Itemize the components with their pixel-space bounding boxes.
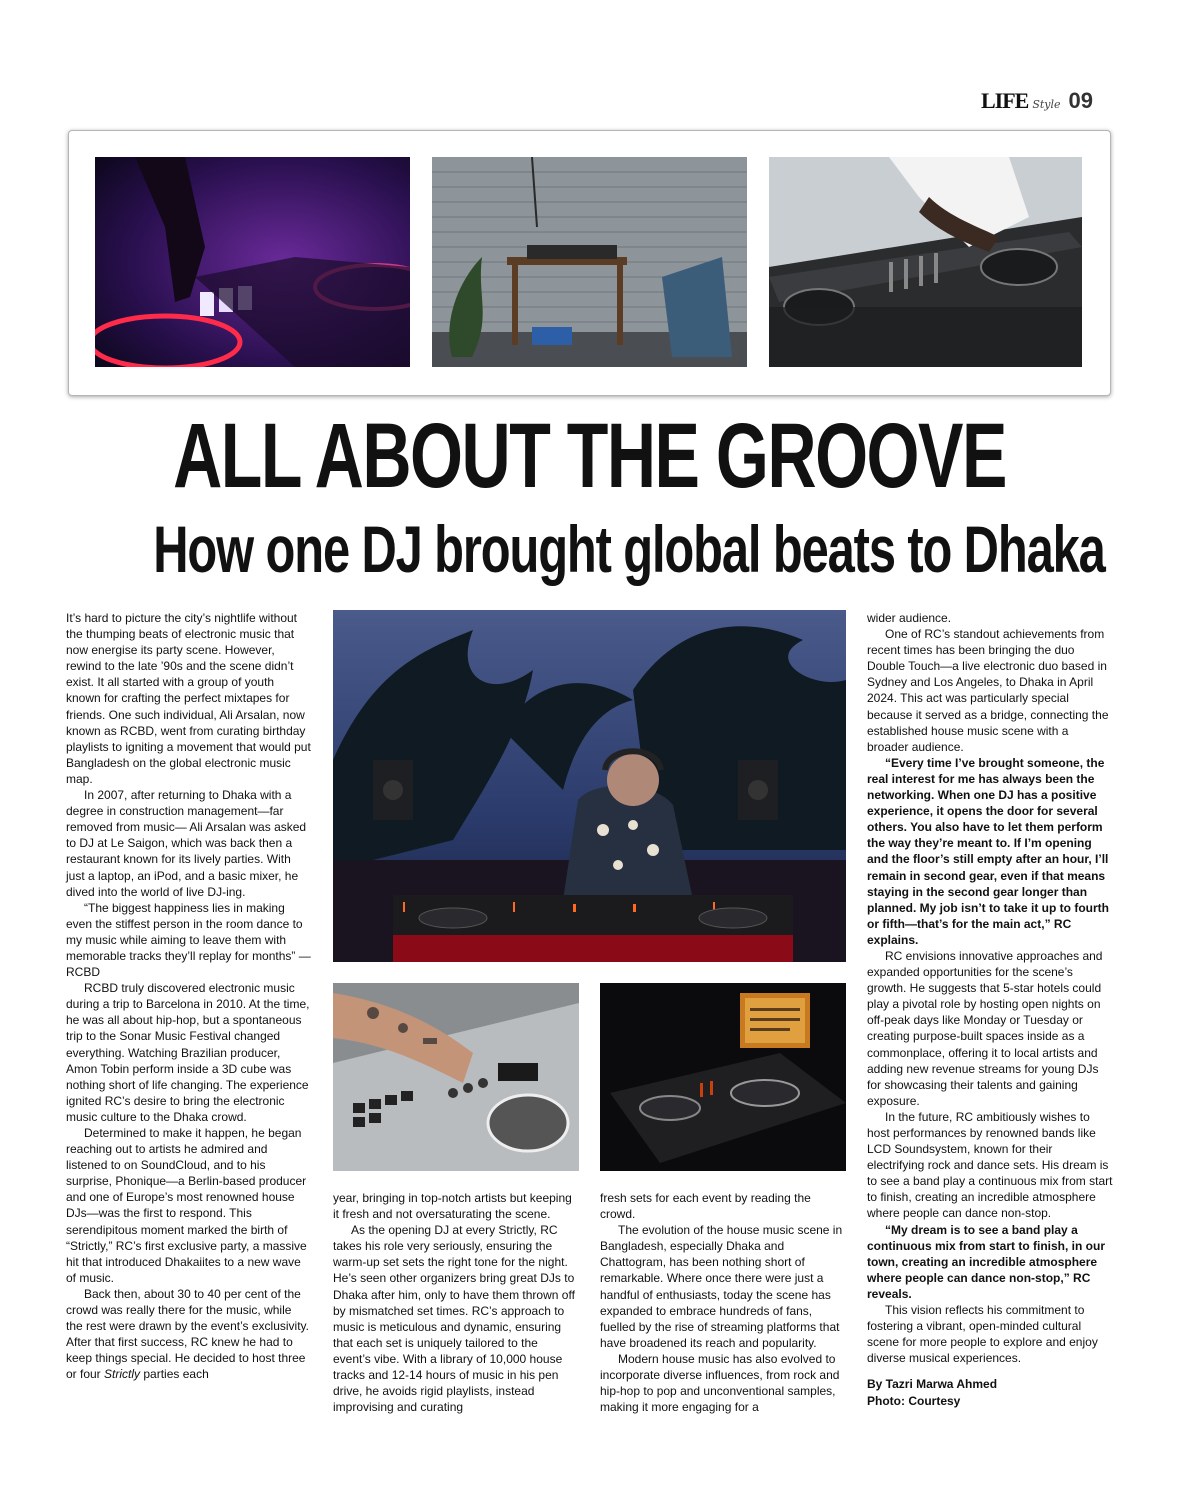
page-number: 09 (1068, 88, 1093, 113)
paragraph: In 2007, after returning to Dhaka with a degree in construction management—far removed from music— Ali Arsalan was asked to DJ at Le Saigon, which was back then a restaurant known for its lively parties. With just a laptop, an iPod, and a basic mixer, he dived into the world of live DJ-ing. (66, 788, 307, 899)
masthead-life: LIFE (980, 88, 1029, 113)
paragraph: This vision reflects his commitment to fostering a vibrant, open-minded cultural scene for more people to explore and enjoy diverse musical experiences. (867, 1303, 1098, 1366)
photo-dj-booth-brick (432, 157, 747, 367)
photo-rcbd-performing (333, 610, 846, 962)
paragraph: It’s hard to picture the city’s nightlife without the thumping beats of electronic music that now energise its party scene. However, rewind to the late ’90s and the scene didn’t exist. It all started with a group of youth known for crafting the perfect mixtapes for friends. One such individual, Ali Arsalan, now known as RCBD, went from curating birthday playlists to igniting a movement that would put Bangladesh on the global electronic music map. (66, 611, 311, 786)
paragraph: RCBD truly discovered electronic music during a trip to Barcelona in 2010. At the time, he was all about hip-hop, but a spontaneous trip to the Sonar Music Festival changed everything. Watching Brazilian producer, Amon Tobin perform inside a 3D cube was nothing short of life changing. The experience ignited RC’s desire to bring the electronic music culture to the Dhaka crowd. (66, 981, 310, 1124)
masthead (981, 86, 1093, 116)
subheadline: How one DJ brought global beats to Dhaka (153, 512, 1105, 586)
quote-bold (867, 1222, 1113, 1302)
author: By Tazri Marwa Ahmed (867, 1377, 998, 1392)
quote-text: “Every time I’ve brought someone, the real interest for me has always been the networking. When one DJ has a positive experience, it opens the door for several others. You also have to let them perform the way they’re meant to. If I’m opening and the floor’s still empty after an hour, I’ll remain in second gear, even if that means staying in the second gear longer than planned. My job isn’t to take it up to fourth or fifth—that’s for the main act,” RC explains. (867, 755, 1109, 947)
paragraph: Determined to make it happen, he began reaching out to artists he admired and listened to on SoundCloud, and to his surprise, Phonique—a Berlin-based producer and one of Europe’s most renowned house DJs—was the first to respond. This serendipitous moment marked the birth of “Strictly,” RC’s first exclusive party, a massive hit that introduced Dhakaiites to a new wave of music. (66, 1126, 307, 1285)
paragraph-text: Back then, about 30 to 40 per cent of the crowd was really there for the music, while the rest were drawn by the event’s exclusivity. After that first success, RC knew he had to keep things special. He decided to host three or four (66, 1286, 309, 1382)
article-column-3 (600, 1190, 845, 1415)
headline: ALL ABOUT THE GROOVE (173, 405, 1006, 507)
paragraph: fresh sets for each event by reading the crowd. (600, 1191, 811, 1222)
paragraph: RC envisions innovative approaches and expanded opportunities for the scene’s growth. He suggests that 5-star hotels could play a pivotal role by hosting open nights on off-peak days like Monday or Tuesday or creating purpose-built spaces inside as a commonplace, offering it to local artists and adding new revenue streams for young DJs for showcasing their talents and gaining exposure. (867, 948, 1103, 1108)
paragraph: Modern house music has also evolved to incorporate diverse influences, from rock and hip-hop to pop and unconventional samples, making it more engaging for a (600, 1351, 840, 1415)
event-name: Strictly (104, 1367, 141, 1382)
paragraph: In the future, RC ambitiously wishes to host performances by renowned bands like LCD Soundsystem, known for their electrifying rock and dance sets. His dream is to see a band play a continuous mix from start to finish, creating an incredible atmosphere where people can dance non-stop. (867, 1109, 1113, 1221)
paragraph: wider audience. (867, 611, 952, 625)
photo-tattooed-hand-controller (333, 983, 579, 1171)
photo-dj-hand-purple (95, 157, 410, 367)
byline (867, 1376, 1113, 1408)
paragraph: One of RC’s standout achievements from recent times has been bringing the duo Double Touch—a live electronic duo based in Sydney and Los Angeles, to Dhaka in April 2024. This act was particularly special because it served as a bridge, connecting the established house music scene with a broader audience. (867, 627, 1109, 754)
quote-bold (867, 755, 1113, 948)
article-column-1 (66, 610, 311, 1383)
article-column-2 (333, 1190, 578, 1415)
pull-quote: “The biggest happiness lies in making even the stiffest person in the room dance to my music while aiming to leave them with memorable tracks they’ll replay for months” — RCBD (66, 900, 311, 980)
paragraph: The evolution of the house music scene in Bangladesh, especially Dhaka and Chattogram, has been nothing short of remarkable. Where once there were just a handful of enthusiasts, today the scene has expanded to embrace hundreds of fans, fuelled by the rise of streaming platforms that have broadened its reach and popularity. (600, 1223, 843, 1350)
paragraph: year, bringing in top-notch artists but keeping it fresh and not oversaturating the scene. (333, 1191, 572, 1222)
photo-credit: Photo: Courtesy (867, 1393, 961, 1408)
quote-text: “My dream is to see a band play a continuous mix from start to finish, in our town, creating an incredible atmosphere where people can dance non-stop,” RC reveals. (867, 1222, 1106, 1301)
paragraph (66, 1286, 311, 1383)
article-column-4 (867, 610, 1113, 1409)
paragraph-tail: parties each (140, 1367, 209, 1382)
photo-controller-laptop (600, 983, 846, 1171)
masthead-style: Style (1032, 97, 1061, 111)
paragraph: As the opening DJ at every Strictly, RC takes his role very seriously, ensuring the warm-up set sets the right tone for the night. He’s seen other organizers bring great DJs to Dhaka after him, only to have them thrown off by mismatched set times. RC’s approach to music is meticulous and dynamic, ensuring that each set is uniquely tailored to the event’s vibe. With a library of 10,000 house tracks and 12-14 hours of music in his pen drive, he avoids rigid playlists, instead improvising and curating (333, 1223, 575, 1415)
photo-pioneer-controller (769, 157, 1082, 367)
